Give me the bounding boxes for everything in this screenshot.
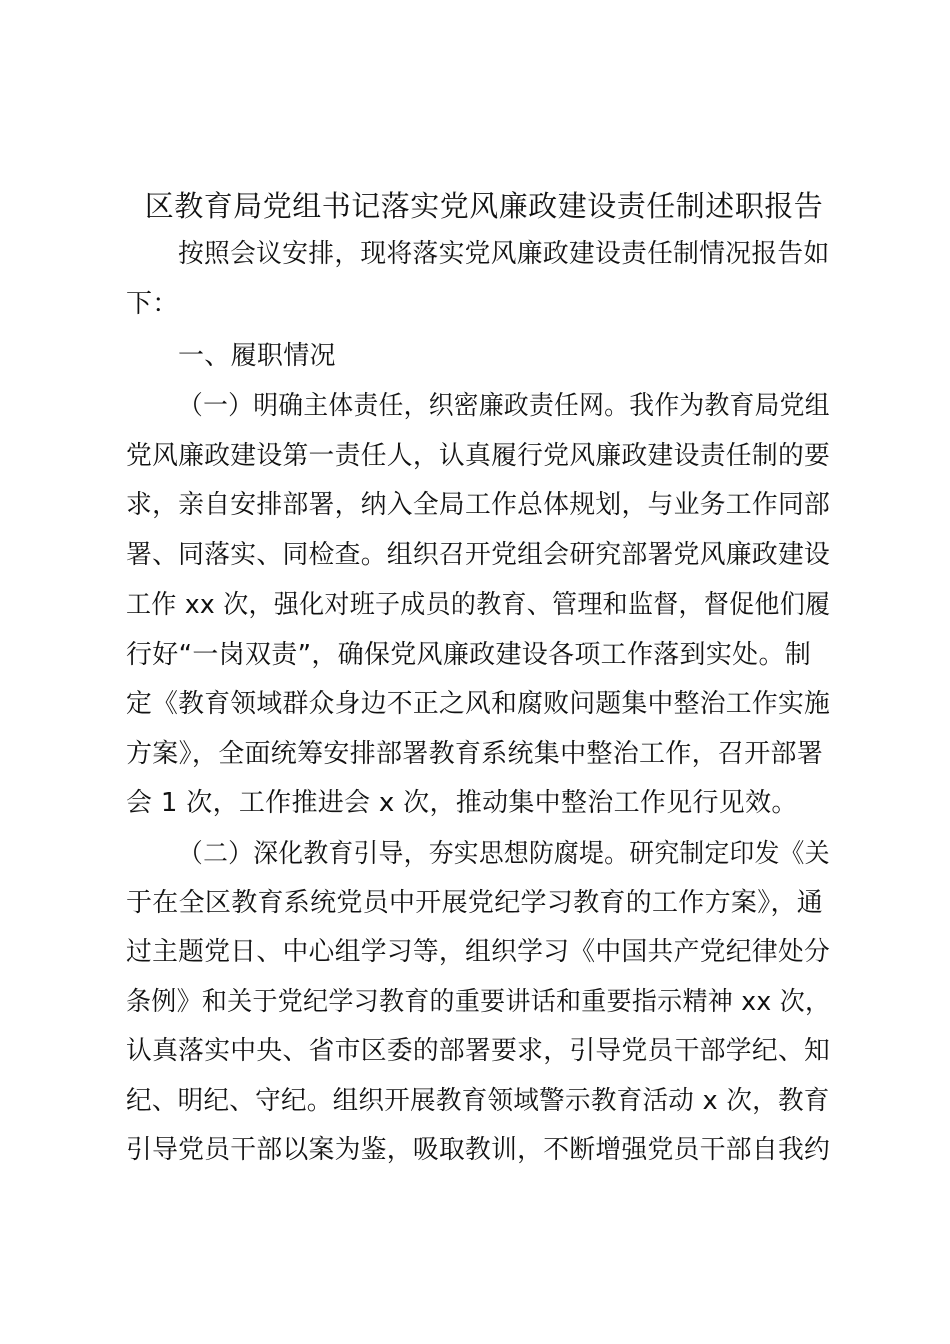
paragraph-line: 行好“一岗双责”，确保党风廉政建设各项工作落到实处。制 — [126, 640, 812, 670]
paragraph-line: 认真落实中央、省市区委的部署要求，引导党员干部学纪、知 — [126, 1036, 831, 1066]
paragraph-line: （二）深化教育引导，夯实思想防腐堤。研究制定印发《关 — [178, 839, 830, 869]
section-heading: 一、履职情况 — [178, 341, 336, 371]
paragraph-line: 党风廉政建设第一责任人，认真履行党风廉政建设责任制的要 — [126, 441, 831, 471]
paragraph-line: 下： — [126, 289, 179, 319]
paragraph-line: 工作 xx 次，强化对班子成员的教育、管理和监督，督促他们履 — [126, 590, 831, 620]
paragraph-line: 方案》，全面统筹安排部署教育系统集中整治工作，召开部署 — [126, 739, 824, 769]
paragraph-line: 纪、明纪、守纪。组织开展教育领域警示教育活动 x 次，教育 — [126, 1086, 830, 1116]
paragraph-line: 过主题党日、中心组学习等，组织学习《中国共产党纪律处分 — [126, 937, 831, 967]
paragraph-line: 于在全区教育系统党员中开展党纪学习教育的工作方案》，通 — [126, 888, 824, 918]
paragraph-line: 条例》和关于党纪学习教育的重要讲话和重要指示精神 xx 次， — [126, 987, 831, 1017]
paragraph-line: （一）明确主体责任，织密廉政责任网。我作为教育局党组 — [178, 391, 830, 421]
paragraph-line: 求，亲自安排部署，纳入全局工作总体规划，与业务工作同部 — [126, 490, 831, 520]
paragraph-line: 会 1 次，工作推进会 x 次，推动集中整治工作见行见效。 — [126, 788, 798, 818]
document-title: 区教育局党组书记落实党风廉政建设责任制述职报告 — [144, 189, 824, 223]
paragraph-line: 按照会议安排，现将落实党风廉政建设责任制情况报告如 — [178, 239, 830, 269]
paragraph-line: 署、同落实、同检查。组织召开党组会研究部署党风廉政建设 — [126, 540, 831, 570]
paragraph-line: 定《教育领域群众身边不正之风和腐败问题集中整治工作实施 — [126, 689, 831, 719]
paragraph-line: 引导党员干部以案为鉴，吸取教训，不断增强党员干部自我约 — [126, 1135, 831, 1165]
